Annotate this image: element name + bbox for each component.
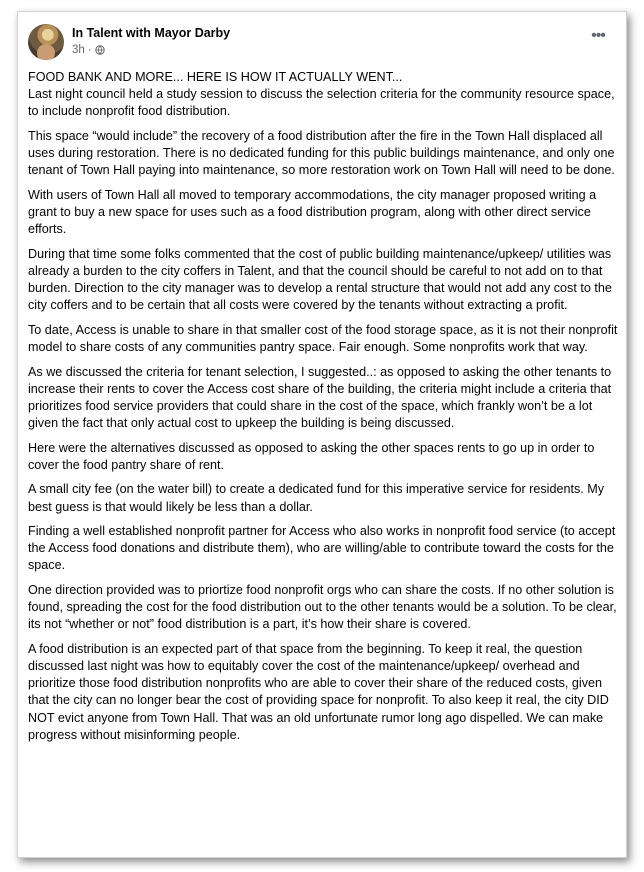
- post-paragraph-2: This space “would include” the recovery of a food distribution after the fire in the Town Hall displaced all uses during restoration. There is no dedicated funding for this public buildings maintenance, and only one tenant of Town Hall paying into maintenance, so more restoration work on Town Hall will need to be done.: [28, 128, 615, 178]
- author-name[interactable]: In Talent with Mayor Darby: [72, 26, 231, 40]
- post-paragraph-11: A food distribution is an expected part of that space from the beginning. To keep it real, the question discussed last night was how to equitably cover the cost of the maintenance/upkeep/ overhead and prioritize those food distribution nonprofits who are able to cover their share of the reduced costs, given that the city can no longer bear the cost of providing space for nonprofit. To also keep it real, the city DID NOT evict anyone from Town Hall. That was an old unfortunate rumor long ago dispelled. We can make progress without misinforming people.: [28, 641, 609, 742]
- avatar[interactable]: [28, 24, 64, 60]
- post-paragraph-9: Finding a well established nonprofit partner for Access who also works in nonprofit food service (to accept the Access food donations and distribute them), who are willing/able to contribute toward the costs for the space.: [28, 524, 616, 573]
- post-paragraph-7: Here were the alternatives discussed as opposed to asking the other spaces rents to go up in order to cover the food pantry share of rent.: [28, 440, 595, 472]
- post-body: [28, 69, 618, 751]
- post-timestamp[interactable]: 3h: [72, 44, 85, 56]
- post-card: [17, 11, 627, 858]
- globe-icon: [95, 45, 105, 55]
- meta-separator: ·: [87, 44, 92, 56]
- post-paragraph-5: To date, Access is unable to share in that smaller cost of the food storage space, as it is not their nonprofit model to share costs of any communities pantry space. Fair enough. Some nonprofits work that way.: [28, 322, 618, 355]
- post-paragraph-4: During that time some folks commented that the cost of public building maintenance/upkeep/ utilities was already a burden to the city coffers in Talent, and that the council should be careful to not add on to that burden. Direction to the city manager was to develop a rental structure that would not add any cost to the city coffers and to be certain that all costs were covered by the tenants without extracting a profit.: [28, 246, 612, 313]
- avatar-face: [37, 44, 55, 60]
- post-meta: [72, 44, 105, 56]
- post-paragraph-8: A small city fee (on the water bill) to create a dedicated fund for this imperative service for residents. My best guess is that would likely be less than a dollar.: [28, 482, 605, 514]
- post-paragraph-6: As we discussed the criteria for tenant selection, I suggested..: as opposed to asking the other tenants to increase their rents to cover the Access cost share of the building, the criteria might include a criteria that prioritizes food service providers that could share in the cost of the space, which frankly won’t be a lot given the fact that only actual cost to upkeep the building is being discussed.: [28, 364, 612, 431]
- post-paragraph-1: FOOD BANK AND MORE... HERE IS HOW IT ACTUALLY WENT... Last night council held a study session to discuss the selection criteria for the community resource space, to include nonprofit food distribution.: [28, 70, 615, 119]
- post-paragraph-3: With users of Town Hall all moved to temporary accommodations, the city manager proposed writing a grant to buy a new space for uses such as a food distribution program, along with other direct service efforts.: [28, 187, 597, 237]
- more-options-button[interactable]: •••: [591, 27, 605, 44]
- post-paragraph-10: One direction provided was to priortize food nonprofit orgs who can share the costs. If no other solution is found, spreading the cost for the food distribution out to the other tenants would be a solution. To be clear, its not “whether or not” food distribution is a part, it’s how their share is covered.: [28, 582, 617, 632]
- post-header: [28, 24, 616, 64]
